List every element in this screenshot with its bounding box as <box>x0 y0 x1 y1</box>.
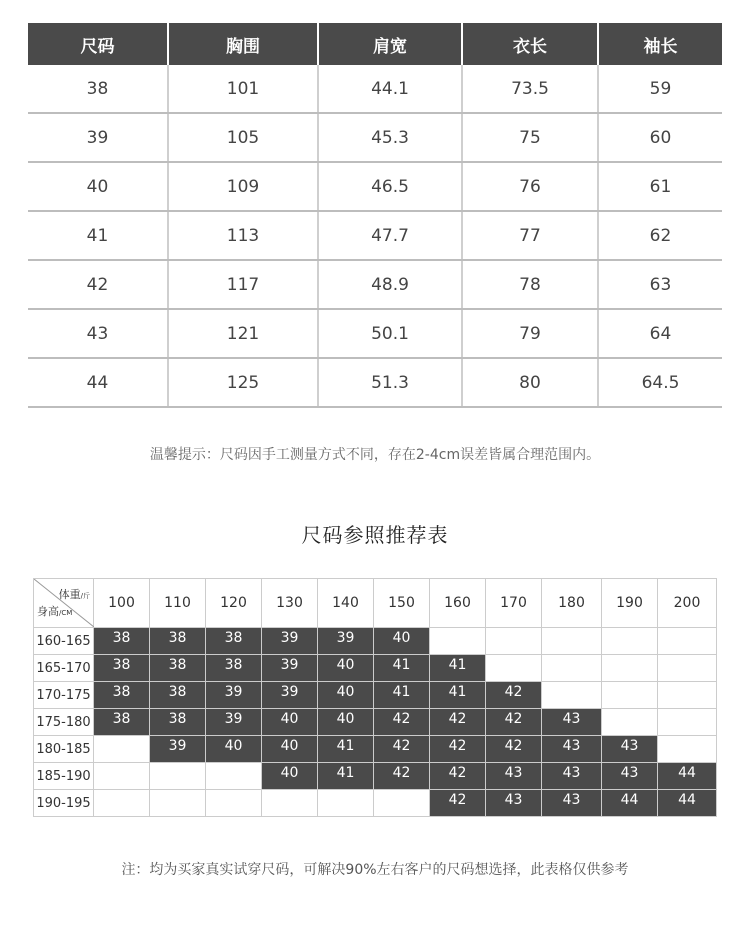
recommended-size-cell: 43 <box>542 763 602 790</box>
header-size: 尺码 <box>28 23 168 65</box>
size-chart-cell: 38 <box>28 65 168 113</box>
empty-cell <box>602 709 658 736</box>
height-row <box>34 682 717 709</box>
header-sleeve: 袖长 <box>598 23 722 65</box>
recommended-size-cell: 42 <box>430 709 486 736</box>
recommended-size-cell: 38 <box>150 709 206 736</box>
weight-header-cell: 110 <box>150 579 206 628</box>
empty-cell <box>94 763 150 790</box>
recommended-size-cell: 39 <box>262 682 318 709</box>
recommended-size-cell: 39 <box>206 682 262 709</box>
size-chart-cell: 80 <box>462 358 598 407</box>
recommended-size-cell: 39 <box>206 709 262 736</box>
weight-header-cell: 140 <box>318 579 374 628</box>
weight-header-cell: 170 <box>486 579 542 628</box>
empty-cell <box>94 790 150 817</box>
height-label-cell: 190-195 <box>34 790 94 817</box>
weight-header-cell: 120 <box>206 579 262 628</box>
recommended-size-cell: 41 <box>374 682 430 709</box>
recommended-size-cell: 39 <box>318 628 374 655</box>
size-chart-cell: 73.5 <box>462 65 598 113</box>
recommended-size-cell: 40 <box>262 736 318 763</box>
size-chart-cell: 109 <box>168 162 318 211</box>
recommended-size-cell: 38 <box>150 655 206 682</box>
empty-cell <box>542 682 602 709</box>
recommended-size-cell: 38 <box>150 682 206 709</box>
height-label-cell: 180-185 <box>34 736 94 763</box>
corner-weight-text: 体重 <box>58 588 81 601</box>
weight-header-cell: 200 <box>658 579 717 628</box>
recommended-size-cell: 42 <box>430 790 486 817</box>
size-chart-cell: 51.3 <box>318 358 462 407</box>
empty-cell <box>658 736 717 763</box>
empty-cell <box>658 628 717 655</box>
size-chart-cell: 113 <box>168 211 318 260</box>
recommended-size-cell: 39 <box>150 736 206 763</box>
recommended-size-cell: 42 <box>430 736 486 763</box>
height-label-cell: 160-165 <box>34 628 94 655</box>
size-chart-cell: 44.1 <box>318 65 462 113</box>
weight-header-cell: 150 <box>374 579 430 628</box>
size-chart-row <box>28 65 722 113</box>
recommended-size-cell: 40 <box>262 763 318 790</box>
recommended-size-cell: 38 <box>206 655 262 682</box>
height-row <box>34 655 717 682</box>
size-chart-cell: 121 <box>168 309 318 358</box>
size-chart-cell: 44 <box>28 358 168 407</box>
header-shoulder: 肩宽 <box>318 23 462 65</box>
reference-note: 注：均为买家真实试穿尺码，可解决90%左右客户的尺码想选择，此表格仅供参考 <box>121 862 629 878</box>
size-chart-cell: 105 <box>168 113 318 162</box>
grid-corner-cell <box>34 579 94 628</box>
recommended-size-cell: 43 <box>542 736 602 763</box>
weight-header-cell: 100 <box>94 579 150 628</box>
recommended-size-cell: 42 <box>374 736 430 763</box>
recommended-size-cell: 38 <box>94 682 150 709</box>
empty-cell <box>430 628 486 655</box>
recommended-size-cell: 43 <box>486 763 542 790</box>
recommended-size-cell: 44 <box>602 790 658 817</box>
height-row <box>34 736 717 763</box>
recommended-size-cell: 41 <box>430 655 486 682</box>
weight-header-cell: 180 <box>542 579 602 628</box>
recommended-size-cell: 43 <box>602 736 658 763</box>
empty-cell <box>658 682 717 709</box>
empty-cell <box>602 655 658 682</box>
weight-header-cell: 130 <box>262 579 318 628</box>
size-chart-row <box>28 260 722 309</box>
corner-weight-label <box>59 586 90 602</box>
height-label-cell: 170-175 <box>34 682 94 709</box>
header-chest: 胸围 <box>168 23 318 65</box>
corner-height-label <box>37 603 72 619</box>
size-chart-cell: 61 <box>598 162 722 211</box>
size-chart-cell: 41 <box>28 211 168 260</box>
size-chart-cell: 62 <box>598 211 722 260</box>
size-chart-cell: 64 <box>598 309 722 358</box>
size-chart-cell: 42 <box>28 260 168 309</box>
empty-cell <box>206 790 262 817</box>
recommended-size-cell: 38 <box>150 628 206 655</box>
size-chart-cell: 40 <box>28 162 168 211</box>
recommended-size-cell: 38 <box>94 655 150 682</box>
recommended-size-cell: 40 <box>206 736 262 763</box>
height-label-cell: 175-180 <box>34 709 94 736</box>
size-chart-row <box>28 211 722 260</box>
recommended-size-cell: 40 <box>374 628 430 655</box>
height-row <box>34 790 717 817</box>
corner-height-unit: /CM <box>59 609 73 617</box>
recommended-size-cell: 38 <box>206 628 262 655</box>
size-chart-cell: 48.9 <box>318 260 462 309</box>
size-chart-cell: 125 <box>168 358 318 407</box>
corner-height-text: 身高 <box>37 605 59 618</box>
size-chart-cell: 75 <box>462 113 598 162</box>
recommendation-title: 尺码参照推荐表 <box>301 523 449 547</box>
recommended-size-cell: 41 <box>318 736 374 763</box>
empty-cell <box>602 628 658 655</box>
recommended-size-cell: 39 <box>262 628 318 655</box>
empty-cell <box>542 628 602 655</box>
empty-cell <box>602 682 658 709</box>
recommended-size-cell: 43 <box>542 790 602 817</box>
size-chart-cell: 79 <box>462 309 598 358</box>
recommended-size-cell: 42 <box>430 763 486 790</box>
recommended-size-cell: 42 <box>486 709 542 736</box>
recommended-size-cell: 42 <box>374 709 430 736</box>
recommended-size-cell: 43 <box>542 709 602 736</box>
recommended-size-cell: 41 <box>318 763 374 790</box>
measurement-tip: 温馨提示：尺码因手工测量方式不同，存在2-4cm误差皆属合理范围内。 <box>149 447 601 463</box>
size-chart-cell: 77 <box>462 211 598 260</box>
recommended-size-cell: 41 <box>430 682 486 709</box>
size-reference-grid <box>33 578 717 817</box>
empty-cell <box>150 790 206 817</box>
size-chart-row <box>28 309 722 358</box>
recommended-size-cell: 38 <box>94 628 150 655</box>
weight-header-row <box>34 579 717 628</box>
corner-weight-unit: /斤 <box>80 592 90 600</box>
height-row <box>34 628 717 655</box>
size-chart-cell: 59 <box>598 65 722 113</box>
size-chart-cell: 60 <box>598 113 722 162</box>
empty-cell <box>542 655 602 682</box>
size-chart-cell: 47.7 <box>318 211 462 260</box>
size-chart-row <box>28 358 722 407</box>
size-chart-row <box>28 162 722 211</box>
empty-cell <box>658 709 717 736</box>
recommended-size-cell: 42 <box>374 763 430 790</box>
size-chart-cell: 39 <box>28 113 168 162</box>
recommended-size-cell: 40 <box>318 682 374 709</box>
header-length: 衣长 <box>462 23 598 65</box>
recommended-size-cell: 38 <box>94 709 150 736</box>
size-chart-cell: 43 <box>28 309 168 358</box>
size-chart-cell: 76 <box>462 162 598 211</box>
size-chart-cell: 117 <box>168 260 318 309</box>
size-chart-cell: 45.3 <box>318 113 462 162</box>
size-chart-cell: 50.1 <box>318 309 462 358</box>
size-chart-row <box>28 113 722 162</box>
empty-cell <box>150 763 206 790</box>
empty-cell <box>94 736 150 763</box>
recommended-size-cell: 41 <box>374 655 430 682</box>
empty-cell <box>486 655 542 682</box>
recommended-size-cell: 44 <box>658 790 717 817</box>
size-chart-header-row <box>28 23 722 65</box>
recommended-size-cell: 42 <box>486 736 542 763</box>
size-chart-cell: 63 <box>598 260 722 309</box>
size-chart-cell: 78 <box>462 260 598 309</box>
empty-cell <box>206 763 262 790</box>
recommended-size-cell: 43 <box>602 763 658 790</box>
size-chart-table <box>28 23 722 408</box>
size-chart-cell: 46.5 <box>318 162 462 211</box>
height-label-cell: 165-170 <box>34 655 94 682</box>
empty-cell <box>658 655 717 682</box>
empty-cell <box>262 790 318 817</box>
recommended-size-cell: 42 <box>486 682 542 709</box>
height-row <box>34 763 717 790</box>
size-chart-cell: 101 <box>168 65 318 113</box>
recommended-size-cell: 44 <box>658 763 717 790</box>
weight-header-cell: 190 <box>602 579 658 628</box>
recommended-size-cell: 40 <box>262 709 318 736</box>
empty-cell <box>374 790 430 817</box>
size-chart-cell: 64.5 <box>598 358 722 407</box>
recommended-size-cell: 39 <box>262 655 318 682</box>
weight-header-cell: 160 <box>430 579 486 628</box>
recommended-size-cell: 40 <box>318 655 374 682</box>
height-row <box>34 709 717 736</box>
recommended-size-cell: 43 <box>486 790 542 817</box>
empty-cell <box>486 628 542 655</box>
empty-cell <box>318 790 374 817</box>
height-label-cell: 185-190 <box>34 763 94 790</box>
recommended-size-cell: 40 <box>318 709 374 736</box>
